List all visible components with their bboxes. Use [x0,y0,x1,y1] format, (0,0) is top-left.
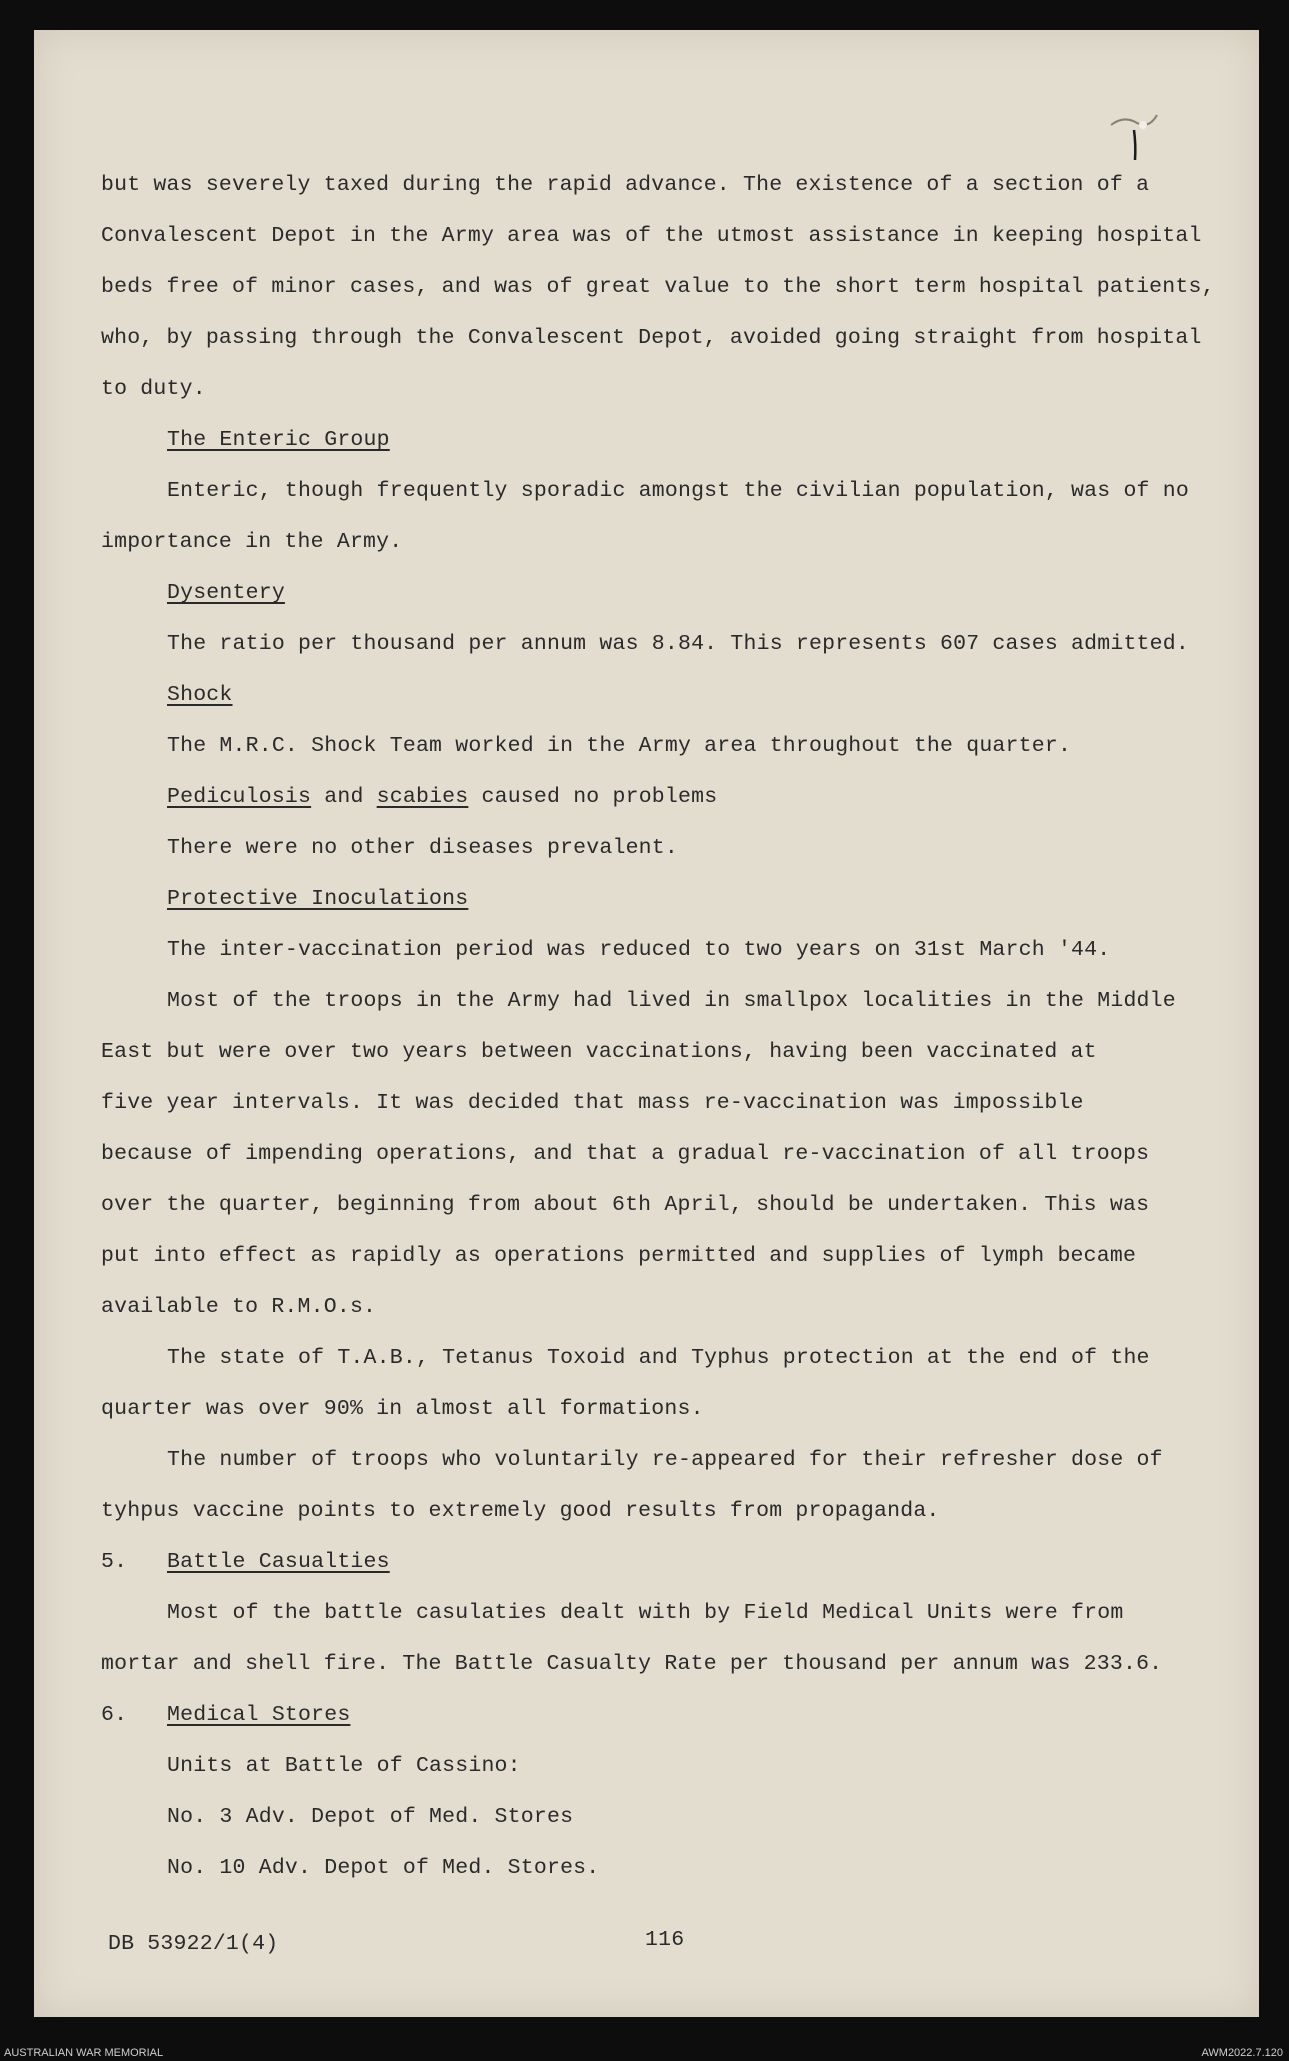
body-line: mortar and shell fire. The Battle Casualty Rate per thousand per annum was 233.6. [101,1652,1163,1676]
body-line: quarter was over 90% in almost all formations. [101,1397,704,1421]
section-heading-medical-stores: Medical Stores [167,1703,351,1727]
body-line: but was severely taxed during the rapid advance. The existence of a section of a [101,173,1150,197]
body-line: who, by passing through the Convalescent Depot, avoided going straight from hospital [101,326,1202,350]
section-number-5: 5. [101,1550,128,1574]
body-line: tyhpus vaccine points to extremely good results from propaganda. [101,1499,940,1523]
paper-damage-mark [1099,85,1169,165]
body-line: Most of the troops in the Army had lived in smallpox localities in the Middle [167,989,1176,1013]
body-line: to duty. [101,377,206,401]
body-line: available to R.M.O.s. [101,1295,377,1319]
body-line: Enteric, though frequently sporadic amongst the civilian population, was of no [167,479,1189,503]
section-heading-enteric: The Enteric Group [167,428,390,452]
conjunction: and [324,785,364,809]
footer-reference: AWM2022.7.120 [1201,2047,1283,2059]
document-reference: DB 53922/1(4) [108,1932,279,1956]
page-number: 116 [645,1928,685,1952]
body-line: Convalescent Depot in the Army area was of the utmost assistance in keeping hospital [101,224,1202,248]
body-line: The M.R.C. Shock Team worked in the Army area throughout the quarter. [167,734,1072,758]
scabies-term: scabies [376,785,469,809]
body-line: put into effect as rapidly as operations permitted and supplies of lymph became [101,1244,1137,1268]
pediculosis-term: Pediculosis [167,785,312,809]
body-line: over the quarter, beginning from about 6th April, should be undertaken. This was [101,1193,1150,1217]
body-line: The number of troops who voluntarily re-appeared for their refresher dose of [167,1448,1163,1472]
section-heading-shock: Shock [167,683,233,707]
body-line [167,785,717,809]
body-line: The ratio per thousand per annum was 8.84. This represents 607 cases admitted. [167,632,1189,656]
section-heading-inoculations: Protective Inoculations [167,887,469,911]
body-line: No. 10 Adv. Depot of Med. Stores. [167,1856,600,1880]
section-heading-battle-casualties: Battle Casualties [167,1550,390,1574]
body-line: The state of T.A.B., Tetanus Toxoid and Typhus protection at the end of the [167,1346,1150,1370]
body-line: beds free of minor cases, and was of great value to the short term hospital patients, [101,275,1215,299]
footer-source: AUSTRALIAN WAR MEMORIAL [4,2047,164,2059]
body-line: five year intervals. It was decided that mass re-vaccination was impossible [101,1091,1084,1115]
body-text: caused no problems [481,785,718,809]
body-line: importance in the Army. [101,530,403,554]
section-number-6: 6. [101,1703,128,1727]
document-page [34,30,1259,2017]
body-line: The inter-vaccination period was reduced to two years on 31st March '44. [167,938,1111,962]
body-line: No. 3 Adv. Depot of Med. Stores [167,1805,574,1829]
body-line: because of impending operations, and that a gradual re-vaccination of all troops [101,1142,1150,1166]
section-heading-dysentery: Dysentery [167,581,285,605]
body-line: There were no other diseases prevalent. [167,836,678,860]
body-line: Most of the battle casulaties dealt with by Field Medical Units were from [167,1601,1124,1625]
body-line: East but were over two years between vaccinations, having been vaccinated at [101,1040,1097,1064]
body-line: Units at Battle of Cassino: [167,1754,521,1778]
